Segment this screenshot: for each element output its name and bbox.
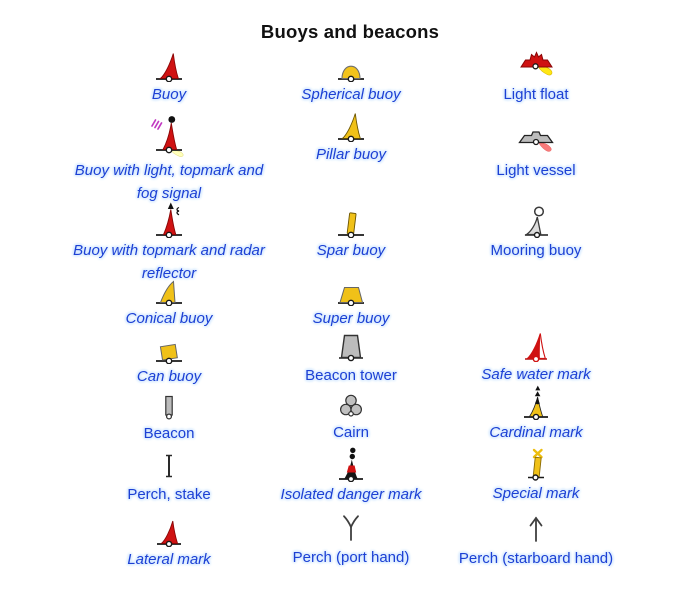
legend-label: Buoy with light, topmark and fog signal (74, 162, 264, 202)
light-vessel-icon (514, 122, 558, 158)
legend-label: Can buoy (136, 368, 202, 385)
legend-label: Special mark (492, 485, 580, 502)
legend-item-light-float (436, 46, 636, 107)
can-buoy-icon (147, 328, 191, 364)
legend-item-perch-port (251, 509, 451, 570)
legend-label: Perch, stake (127, 486, 211, 503)
cardinal-mark-icon (514, 384, 558, 420)
legend-label: Spar buoy (316, 242, 386, 259)
legend-item-spar-buoy (251, 202, 451, 263)
legend-label: Buoy (151, 86, 187, 103)
legend-item-light-vessel (436, 122, 636, 183)
legend-item-buoy (69, 46, 269, 107)
legend-label: Spherical buoy (301, 86, 401, 103)
legend-item-pillar-buoy (251, 106, 451, 167)
legend-label: Conical buoy (125, 310, 213, 327)
pillar-buoy-icon (329, 106, 373, 142)
perch-stake-icon (147, 446, 191, 482)
special-mark-icon (514, 445, 558, 481)
beacon-icon (147, 385, 191, 421)
light-float-icon (514, 46, 558, 82)
legend-item-super-buoy (251, 270, 451, 331)
legend-label: Buoy with topmark and radar reflector (73, 242, 265, 282)
legend-label: Mooring buoy (490, 242, 582, 259)
legend-label: Isolated danger mark (280, 486, 422, 503)
legend-item-lateral-mark (69, 511, 269, 572)
legend-label: Lateral mark (127, 551, 211, 568)
legend-label: Light float (503, 86, 569, 103)
legend-item-can-buoy (69, 328, 269, 389)
legend-label: Perch (port hand) (292, 549, 410, 566)
legend-item-conical-buoy (69, 270, 269, 331)
legend-item-isolated-danger-mark (251, 444, 451, 507)
legend-label: Cardinal mark (489, 424, 583, 441)
spherical-buoy-icon (329, 46, 373, 82)
legend-item-perch-stake (69, 446, 269, 507)
spar-buoy-icon (329, 202, 373, 238)
page-title: Buoys and beacons (260, 21, 440, 42)
legend-item-spherical-buoy (251, 46, 451, 107)
legend-label: Safe water mark (481, 366, 591, 383)
perch-port-icon (329, 509, 373, 545)
legend-label: Beacon tower (305, 367, 397, 384)
legend-label: Light vessel (496, 162, 576, 179)
legend-item-beacon (69, 385, 269, 446)
conical-buoy-icon (147, 270, 191, 306)
legend-item-cairn (251, 384, 451, 445)
lateral-mark-icon (147, 511, 191, 547)
legend-label: Cairn (333, 424, 369, 441)
legend-item-mooring-buoy (436, 202, 636, 263)
legend-item-buoy-light-topmark-fog (69, 112, 269, 205)
legend-item-special-mark (436, 445, 636, 506)
legend-label: Pillar buoy (315, 146, 387, 163)
legend-item-cardinal-mark (436, 384, 636, 445)
legend-item-safe-water-mark (436, 326, 636, 387)
buoy-topmark-radar-icon (147, 200, 191, 238)
legend-item-beacon-tower (251, 327, 451, 388)
legend-item-perch-starboard (436, 510, 636, 571)
legend-label: Super buoy (312, 310, 390, 327)
safe-water-mark-icon (514, 326, 558, 362)
cairn-icon (329, 384, 373, 420)
super-buoy-icon (329, 270, 373, 306)
legend-label: Perch (starboard hand) (458, 550, 614, 567)
mooring-buoy-icon (514, 202, 558, 238)
beacon-tower-icon (329, 327, 373, 363)
perch-starboard-icon (514, 510, 558, 546)
isolated-danger-mark-icon (329, 444, 373, 482)
buoy-icon (147, 46, 191, 82)
buoy-light-topmark-fog-icon (147, 112, 191, 158)
legend-label: Beacon (143, 425, 195, 442)
